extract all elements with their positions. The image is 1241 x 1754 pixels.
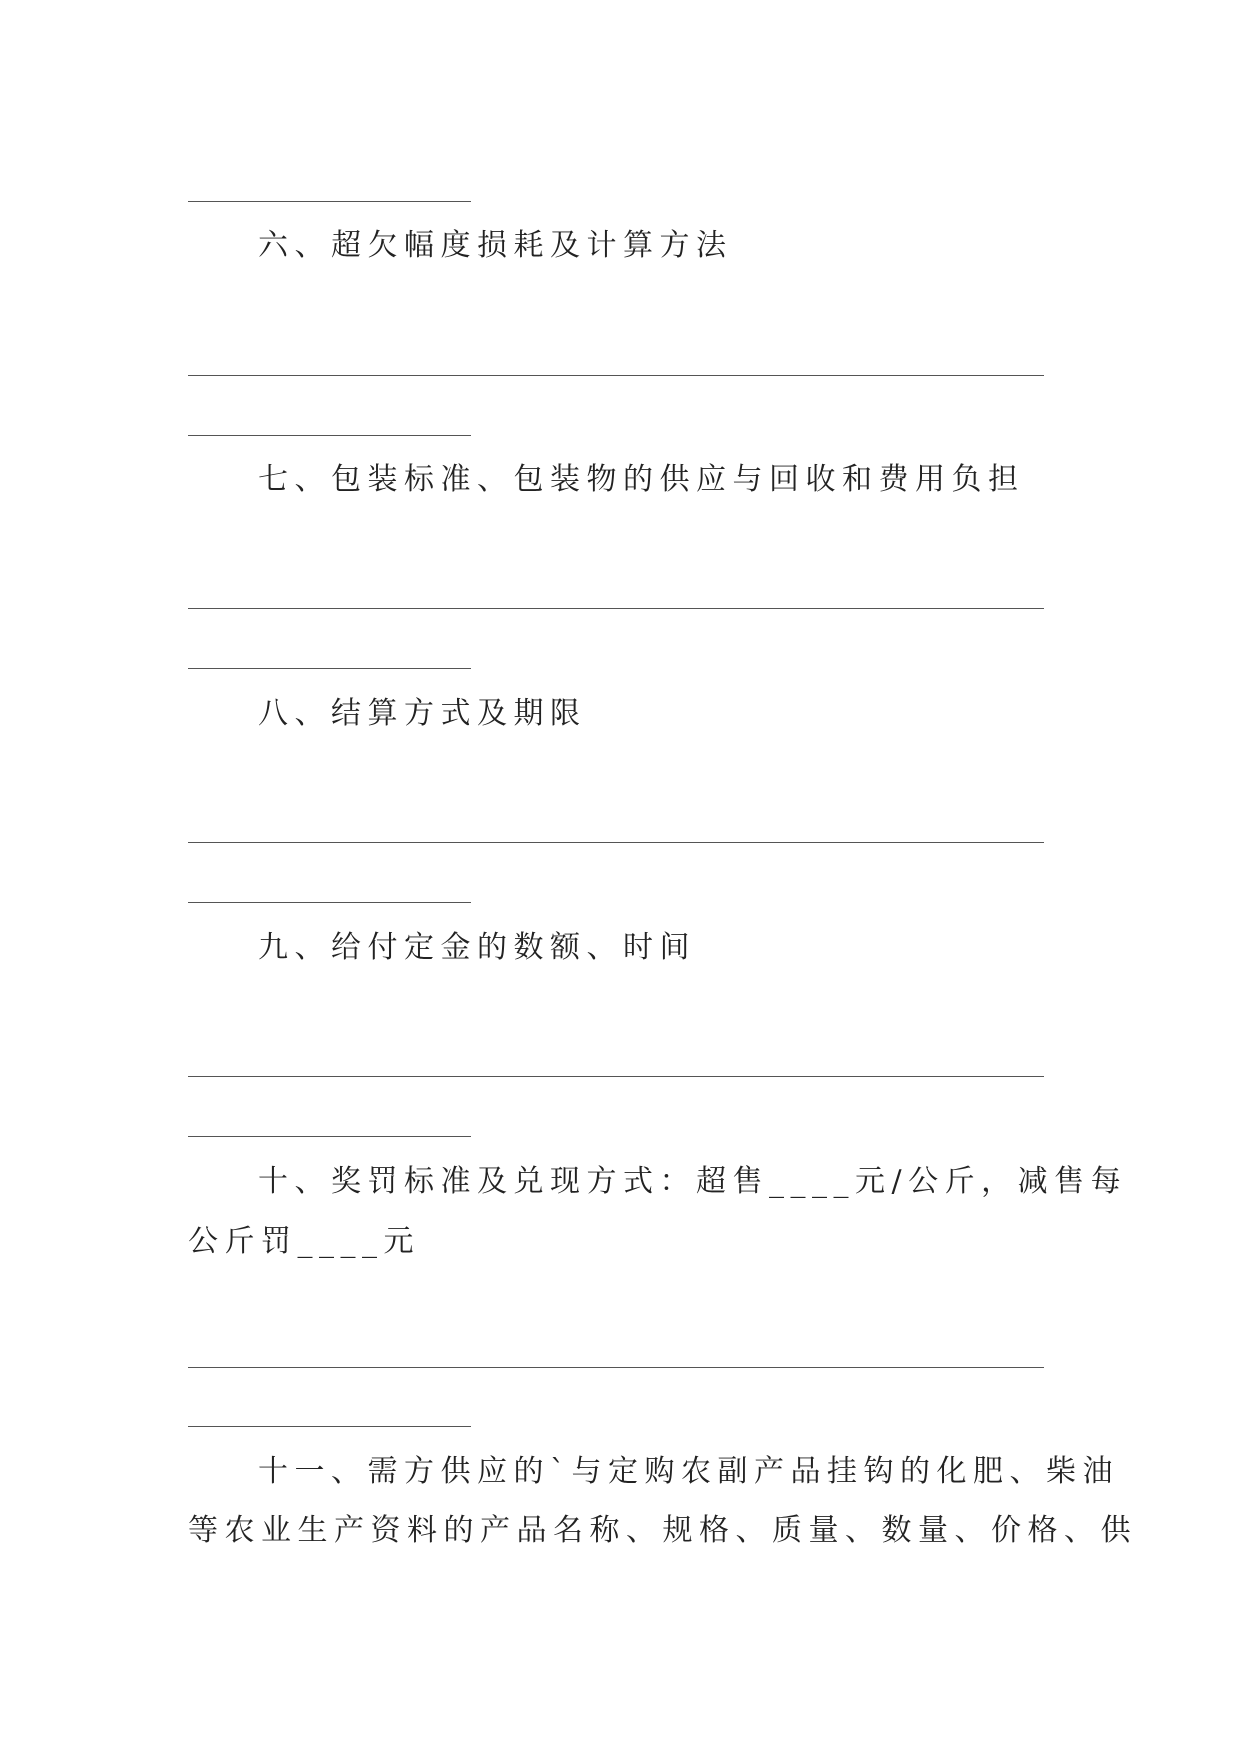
blank-line-short (188, 201, 471, 202)
section-eleven-line-1: 十一、需方供应的`与定购农副产品挂钩的化肥、柴油 (258, 1454, 1119, 1489)
blank-line-short (188, 1136, 471, 1137)
blank-line-short (188, 902, 471, 903)
blank-line-long (188, 608, 1044, 609)
section-eleven-line-2: 等农业生产资料的产品名称、规格、质量、数量、价格、供 (188, 1513, 1137, 1548)
blank-line-long (188, 1367, 1044, 1368)
blank-line-long (188, 1076, 1044, 1077)
section-ten-line-1: 十、奖罚标准及兑现方式：超售____元/公斤，减售每 (258, 1164, 1128, 1199)
section-eight-heading: 八、结算方式及期限 (258, 696, 587, 731)
blank-line-short (188, 435, 471, 436)
blank-line-short (188, 668, 471, 669)
blank-line-long (188, 375, 1044, 376)
blank-line-short (188, 1426, 471, 1427)
section-seven-heading: 七、包装标准、包装物的供应与回收和费用负担 (258, 462, 1025, 497)
blank-line-long (188, 842, 1044, 843)
section-six-heading: 六、超欠幅度损耗及计算方法 (258, 228, 733, 263)
section-nine-heading: 九、给付定金的数额、时间 (258, 930, 696, 965)
section-ten-line-2: 公斤罚____元 (188, 1224, 420, 1259)
